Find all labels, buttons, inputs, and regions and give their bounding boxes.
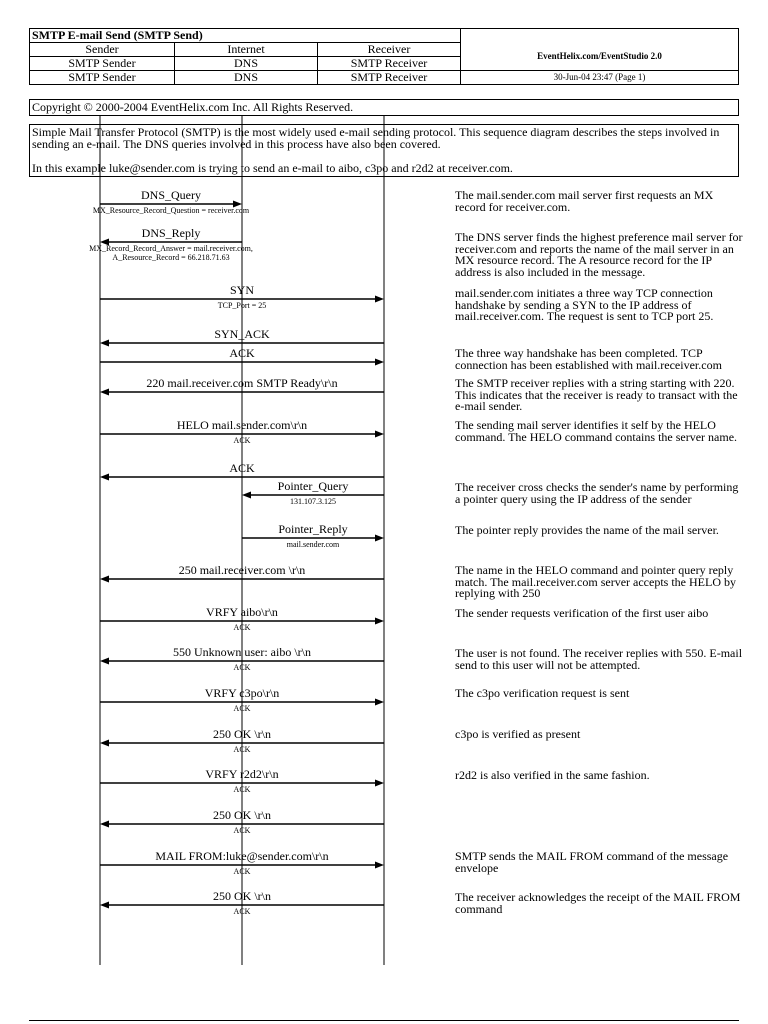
message-label: DNS_Reply [141, 226, 201, 240]
message-label: ACK [229, 461, 255, 475]
message-label: VRFY c3po\r\n [204, 686, 280, 700]
col-receiver-instance: SMTP Receiver [318, 71, 461, 85]
message-label: DNS_Query [141, 188, 201, 202]
note-text: The user is not found. The receiver replies with 550. E-mail send to this user will not be attempted. [455, 646, 743, 672]
message-parameter: MX_Resource_Record_Question = receiver.com [92, 206, 250, 215]
arrow-head [100, 576, 109, 583]
message-parameter: 131.107.3.125 [290, 497, 336, 506]
message-parameter: ACK [233, 436, 251, 445]
note-text: The receiver acknowledges the receipt of the MAIL FROM command [455, 890, 741, 916]
intro-example: In this example luke@sender.com is trying to send an e-mail to aibo, c3po and r2d2 at receiver.com. [32, 161, 513, 175]
message-label: HELO mail.sender.com\r\n [176, 418, 308, 432]
message-parameter: ACK [233, 745, 251, 754]
note-text: The mail.sender.com mail server first requests an MX record for receiver.com. [455, 188, 714, 214]
message-parameter: TCP_Port = 25 [217, 301, 267, 310]
message-label: VRFY r2d2\r\n [205, 767, 279, 781]
message-parameter: ACK [233, 704, 251, 713]
note-text: c3po is verified as present [455, 727, 581, 741]
col-sender-instance: SMTP Sender [30, 71, 175, 85]
message-label: 250 OK \r\n [213, 889, 271, 903]
col-sender-type: Sender [30, 43, 175, 57]
message-label: 250 OK \r\n [213, 808, 271, 822]
message-label: SYN_ACK [214, 327, 270, 341]
message-label: MAIL FROM:luke@sender.com\r\n [155, 849, 329, 863]
message-label: Pointer_Reply [278, 522, 348, 536]
message-label: 250 mail.receiver.com \r\n [178, 563, 306, 577]
message-parameter: ACK [233, 907, 251, 916]
arrow-head [100, 389, 109, 396]
arrow-head [100, 474, 109, 481]
footer-rule [29, 1020, 739, 1021]
page-date: 30-Jun-04 23:47 (Page 1) [461, 71, 739, 85]
diagram-title: SMTP E-mail Send (SMTP Send) [30, 29, 461, 43]
message-parameter: ACK [233, 867, 251, 876]
tool-name: EventHelix.com/EventStudio 2.0 [461, 43, 739, 71]
col-receiver-type: Receiver [318, 43, 461, 57]
col-sender-name: SMTP Sender [30, 57, 175, 71]
message-parameter: mail.sender.com [286, 540, 340, 549]
col-internet-type: Internet [175, 43, 318, 57]
note-text: The pointer reply provides the name of the mail server. [455, 523, 719, 537]
note-text: The sending mail server identifies it self by the HELO command. The HELO command contains the server name. [455, 418, 738, 444]
note-text: The name in the HELO command and pointer query reply match. The mail.receiver.com server accepts the HELO by replying with 250 [455, 563, 736, 600]
note-text: The receiver cross checks the sender's name by performing a pointer query using the IP address of the sender [455, 480, 739, 506]
note-text: The three way handshake has been completed. TCP connection has been established with mail.receiver.com [455, 346, 722, 372]
intro-paragraph: Simple Mail Transfer Protocol (SMTP) is the most widely used e-mail sending protocol. This sequence diagram describes the steps involved in sending an e-mail. The DNS queries involved in this process have also been covered. [32, 125, 720, 151]
col-internet-name: DNS [175, 57, 318, 71]
note-text: r2d2 is also verified in the same fashion. [455, 768, 650, 782]
message-parameter: ACK [233, 623, 251, 632]
note-text: The sender requests verification of the first user aibo [455, 606, 709, 620]
note-text: mail.sender.com initiates a three way TCP connection handshake by sending a SYN to the IP address of mail.receiver.com. The request is sent to TCP port 25. [455, 286, 714, 323]
message-label: 550 Unknown user: aibo \r\n [173, 645, 311, 659]
message-label: 250 OK \r\n [213, 727, 271, 741]
message-label: ACK [229, 346, 255, 360]
message-label: SYN [229, 283, 254, 297]
message-label: 220 mail.receiver.com SMTP Ready\r\n [146, 376, 338, 390]
note-text: The DNS server finds the highest preference mail server for receiver.com and reports the name of the mail server in an MX resource record. The A resource record for the IP address is also included in the message. [455, 230, 743, 279]
message-label: VRFY aibo\r\n [206, 605, 278, 619]
arrow-head [375, 359, 384, 366]
col-receiver-name: SMTP Receiver [318, 57, 461, 71]
message-parameter: ACK [233, 785, 251, 794]
note-text: SMTP sends the MAIL FROM command of the message envelope [455, 849, 729, 875]
message-parameter: ACK [233, 826, 251, 835]
message-label: Pointer_Query [277, 479, 349, 493]
col-internet-instance: DNS [175, 71, 318, 85]
copyright-text: Copyright © 2000-2004 EventHelix.com Inc. All Rights Reserved. [32, 100, 354, 114]
note-text: The c3po verification request is sent [455, 686, 630, 700]
message-parameter: MX_Record_Record_Answer = mail.receiver.com, [89, 244, 253, 253]
message-parameter: ACK [233, 663, 251, 672]
message-parameter: A_Resource_Record = 66.218.71.63 [112, 253, 230, 262]
note-text: The SMTP receiver replies with a string starting with 220. This indicates that the receiver is ready to transact with the e-mail sender. [455, 376, 738, 413]
arrow-head [100, 340, 109, 347]
